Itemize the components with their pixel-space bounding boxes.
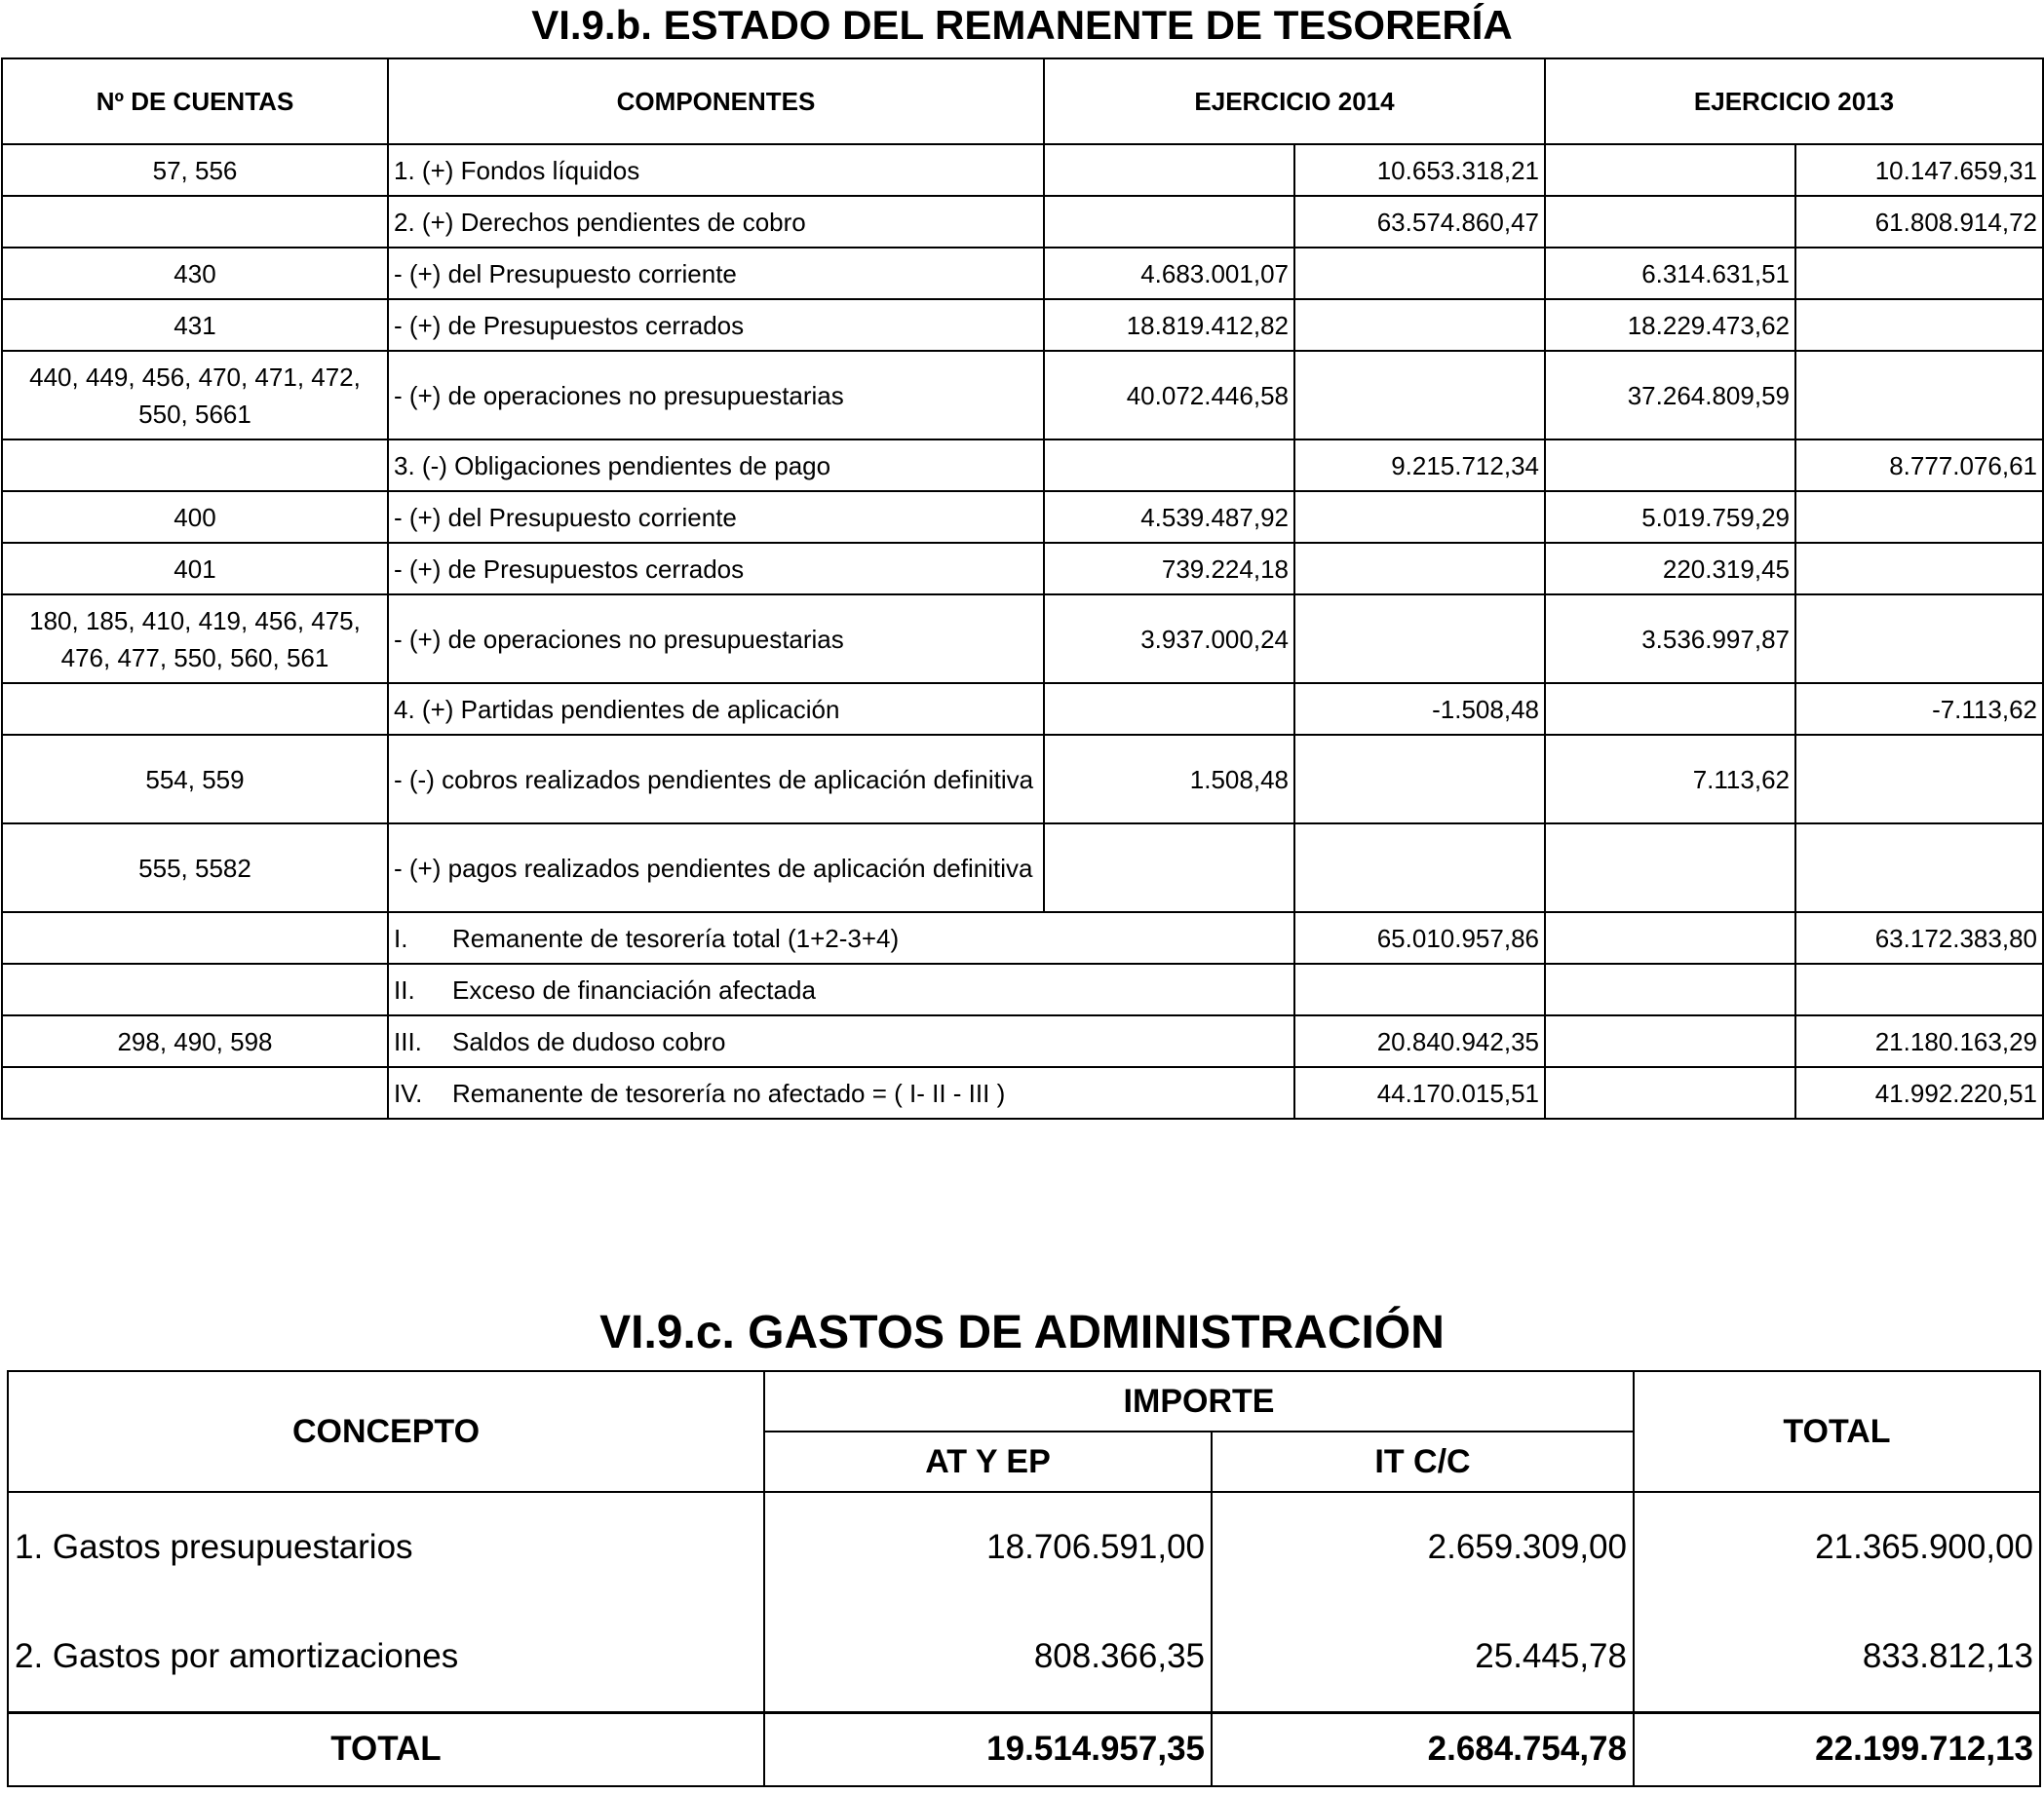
total-2014-cell [1294,351,1545,439]
total-2013-cell: 21.180.163,29 [1795,1015,2043,1067]
detalle-2013-cell: 7.113,62 [1545,735,1795,823]
cuentas-cell: 555, 5582 [2,823,388,912]
cuentas-cell [2,196,388,248]
total-row [8,1712,2040,1786]
componente-cell: - (+) de Presupuestos cerrados [388,543,1044,594]
cuentas-cell: 180, 185, 410, 419, 456, 475, 476, 477, 550, 560, 561 [2,594,388,683]
detalle-2013-cell: 220.319,45 [1545,543,1795,594]
componente-cell: - (-) cobros realizados pendientes de aplicación definitiva [388,735,1044,823]
summary-label-cell [388,964,1294,1015]
detalle-2013-cell [1545,912,1795,964]
total-2013-cell: 63.172.383,80 [1795,912,2043,964]
detalle-2013-cell [1545,196,1795,248]
detalle-2014-cell [1044,196,1294,248]
roman-numeral: IV. [394,1078,423,1108]
total-2013-cell [1795,248,2043,299]
cuentas-cell [2,1067,388,1119]
table-row [2,196,2043,248]
table-row [2,351,2043,439]
roman-numeral: I. [394,923,408,953]
componente-cell: 4. (+) Partidas pendientes de aplicación [388,683,1044,735]
table-row [2,735,2043,823]
total-2013-cell: 10.147.659,31 [1795,144,2043,196]
summary-label: Saldos de dudoso cobro [452,1026,726,1056]
detalle-2014-cell [1044,439,1294,491]
cuentas-cell [2,439,388,491]
table-header-row [2,58,2043,144]
total-2013-cell [1795,491,2043,543]
detalle-2014-cell: 3.937.000,24 [1044,594,1294,683]
header-importe: IMPORTE [764,1371,1634,1432]
concepto-cell: 2. Gastos por amortizaciones [8,1602,764,1712]
detalle-2014-cell [1044,144,1294,196]
total-2014-cell: -1.508,48 [1294,683,1545,735]
at-y-ep-cell: 18.706.591,00 [764,1492,1212,1602]
total-2014-cell: 63.574.860,47 [1294,196,1545,248]
at-y-ep-cell: 808.366,35 [764,1602,1212,1712]
componente-cell: - (+) del Presupuesto corriente [388,491,1044,543]
total-2013-cell [1795,735,2043,823]
detalle-2013-cell [1545,1067,1795,1119]
detalle-2014-cell: 40.072.446,58 [1044,351,1294,439]
table-header-row [8,1371,2040,1432]
total-2014-cell [1294,964,1545,1015]
cuentas-cell: 554, 559 [2,735,388,823]
table-row [2,439,2043,491]
total-2014-cell [1294,248,1545,299]
summary-row [2,964,2043,1015]
total-2013-cell [1795,594,2043,683]
detalle-2013-cell: 37.264.809,59 [1545,351,1795,439]
table-row [2,491,2043,543]
summary-label: Remanente de tesorería no afectado = ( I- II - III ) [452,1078,1006,1108]
summary-row [2,1067,2043,1119]
table-row [2,543,2043,594]
total-2014-cell [1294,735,1545,823]
detalle-2013-cell: 18.229.473,62 [1545,299,1795,351]
total-2013-cell [1795,299,2043,351]
cuentas-cell: 57, 556 [2,144,388,196]
table-row [2,683,2043,735]
section-c-title: VI.9.c. GASTOS DE ADMINISTRACIÓN [599,1307,1445,1358]
table-row [2,299,2043,351]
total-2014-cell: 9.215.712,34 [1294,439,1545,491]
cuentas-cell [2,964,388,1015]
total-cell: 21.365.900,00 [1634,1492,2040,1602]
table-row [2,248,2043,299]
componente-cell: - (+) de Presupuestos cerrados [388,299,1044,351]
total-2014-cell [1294,299,1545,351]
cuentas-cell: 298, 490, 598 [2,1015,388,1067]
cuentas-cell: 401 [2,543,388,594]
detalle-2013-cell [1545,1015,1795,1067]
total-2013-cell: 41.992.220,51 [1795,1067,2043,1119]
total-2014-cell [1294,491,1545,543]
summary-label-cell [388,1015,1294,1067]
total-2014-cell [1294,823,1545,912]
header-total: TOTAL [1634,1371,2040,1492]
concepto-cell: 1. Gastos presupuestarios [8,1492,764,1602]
summary-row [2,912,2043,964]
total-2013-cell: 8.777.076,61 [1795,439,2043,491]
componente-cell: 2. (+) Derechos pendientes de cobro [388,196,1044,248]
componente-cell: 1. (+) Fondos líquidos [388,144,1044,196]
header-ejercicio-2014: EJERCICIO 2014 [1044,58,1545,144]
componente-cell: - (+) del Presupuesto corriente [388,248,1044,299]
detalle-2014-cell [1044,683,1294,735]
total-2013-cell [1795,964,2043,1015]
detalle-2014-cell: 4.539.487,92 [1044,491,1294,543]
total-2014-cell: 44.170.015,51 [1294,1067,1545,1119]
gastos-administracion-table [7,1370,2041,1787]
detalle-2014-cell: 18.819.412,82 [1044,299,1294,351]
header-cuentas: Nº DE CUENTAS [2,58,388,144]
detalle-2014-cell: 1.508,48 [1044,735,1294,823]
detalle-2013-cell: 6.314.631,51 [1545,248,1795,299]
total-label-cell: TOTAL [8,1712,764,1786]
table-row [2,144,2043,196]
roman-numeral: II. [394,974,415,1005]
total-2013-cell [1795,351,2043,439]
it-cc-total-cell: 2.684.754,78 [1212,1712,1634,1786]
detalle-2014-cell: 739.224,18 [1044,543,1294,594]
header-ejercicio-2013: EJERCICIO 2013 [1545,58,2043,144]
table-row [2,823,2043,912]
summary-label-cell [388,1067,1294,1119]
cuentas-cell [2,683,388,735]
total-cell: 833.812,13 [1634,1602,2040,1712]
componente-cell: - (+) de operaciones no presupuestarias [388,351,1044,439]
detalle-2013-cell: 3.536.997,87 [1545,594,1795,683]
at-y-ep-total-cell: 19.514.957,35 [764,1712,1212,1786]
cuentas-cell: 400 [2,491,388,543]
total-2013-cell [1795,823,2043,912]
summary-label: Remanente de tesorería total (1+2-3+4) [452,923,900,953]
detalle-2013-cell [1545,144,1795,196]
detalle-2013-cell [1545,439,1795,491]
detalle-2013-cell [1545,964,1795,1015]
total-2013-cell: 61.808.914,72 [1795,196,2043,248]
total-2014-cell [1294,543,1545,594]
table-row [8,1602,2040,1712]
total-2013-cell: -7.113,62 [1795,683,2043,735]
grand-total-cell: 22.199.712,13 [1634,1712,2040,1786]
componente-cell: - (+) de operaciones no presupuestarias [388,594,1044,683]
total-2014-cell: 65.010.957,86 [1294,912,1545,964]
total-2014-cell [1294,594,1545,683]
roman-numeral: III. [394,1026,422,1056]
it-cc-cell: 2.659.309,00 [1212,1492,1634,1602]
detalle-2014-cell: 4.683.001,07 [1044,248,1294,299]
cuentas-cell: 430 [2,248,388,299]
it-cc-cell: 25.445,78 [1212,1602,1634,1712]
total-2013-cell [1795,543,2043,594]
table-row [2,594,2043,683]
table-row [8,1492,2040,1602]
header-componentes: COMPONENTES [388,58,1044,144]
cuentas-cell [2,912,388,964]
componente-cell: 3. (-) Obligaciones pendientes de pago [388,439,1044,491]
remanente-tesoreria-table [1,57,2044,1120]
summary-row [2,1015,2043,1067]
cuentas-cell: 440, 449, 456, 470, 471, 472, 550, 5661 [2,351,388,439]
header-it-cc: IT C/C [1212,1432,1634,1492]
detalle-2013-cell [1545,683,1795,735]
cuentas-cell: 431 [2,299,388,351]
detalle-2013-cell: 5.019.759,29 [1545,491,1795,543]
total-2014-cell: 20.840.942,35 [1294,1015,1545,1067]
header-at-y-ep: AT Y EP [764,1432,1212,1492]
header-concepto: CONCEPTO [8,1371,764,1492]
summary-label: Exceso de financiación afectada [452,974,816,1005]
total-2014-cell: 10.653.318,21 [1294,144,1545,196]
detalle-2013-cell [1545,823,1795,912]
section-b-title: VI.9.b. ESTADO DEL REMANENTE DE TESORERÍA [531,2,1513,48]
summary-label-cell [388,912,1294,964]
componente-cell: - (+) pagos realizados pendientes de aplicación definitiva [388,823,1044,912]
detalle-2014-cell [1044,823,1294,912]
